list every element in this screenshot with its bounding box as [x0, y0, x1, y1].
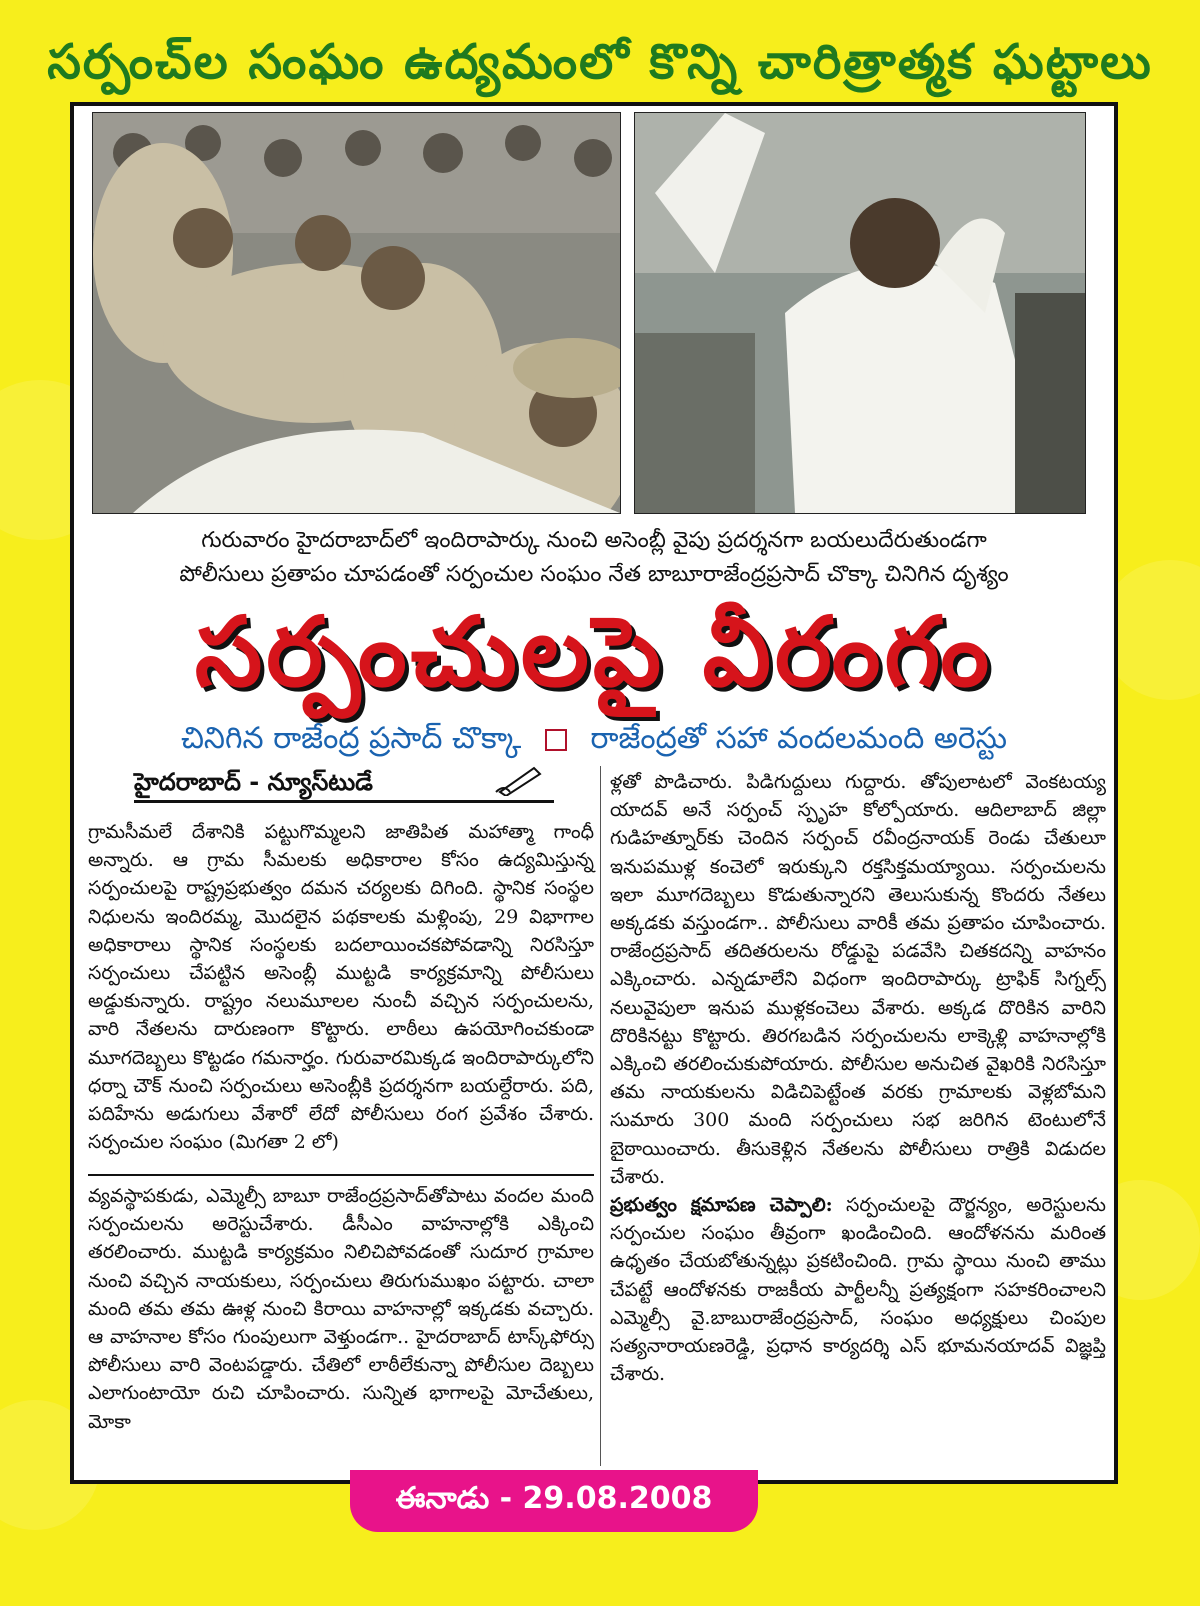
newspaper-clipping	[70, 102, 1118, 1484]
page-title: సర్పంచ్‌ల సంఘం ఉద్యమంలో కొన్ని చారిత్రాత్మక ఘట్టాలు	[47, 34, 1153, 90]
article-text: సర్పంచులపై దౌర్జన్యం, అరెస్టులను సర్పంచుల సంఘం తీవ్రంగా ఖండించింది. ఆందోళనను మరింత ఉధృతం చేయబోతున్నట్లు ప్రకటించింది. గ్రామ స్థాయి నుంచి తాము చేపట్టే ఆందోళనకు రాజకీయ పార్టీలన్నీ ప్రత్యక్షంగా సహకరించాలని ఎమ్మెల్సీ వై.బాబురాజేంద్రప్రసాద్, సంఘం అధ్యక్షులు చింపుల సత్యనారాయణరెడ్డి, ప్రధాన కార్యదర్శి ఎస్ భూమనయాదవ్ విజ్ఞప్తి చేశారు.	[610, 1194, 1107, 1386]
subheadline	[74, 721, 1114, 763]
article-column-left-top	[88, 818, 594, 1156]
photo-caption	[94, 524, 1094, 592]
column-separator	[88, 1174, 594, 1176]
caption-line: పోలీసులు ప్రతాపం చూపడంతో సర్పంచుల సంఘం నేత బాబూరాజేంద్రప్రసాద్ చొక్కా చినిగిన దృశ్యం	[179, 562, 1009, 587]
dateline-rule	[134, 800, 554, 803]
article-paragraph	[610, 1191, 1106, 1388]
article-paragraph: గ్రామసీమలే దేశానికి పట్టుగొమ్మలని జాతిపిత మహాత్మా గాంధీ అన్నారు. ఆ గ్రామ సీమలకు అధికారాల కోసం ఉద్యమిస్తున్న సర్పంచులపై రాష్ట్రప్రభుత్వం దమన చర్యలకు దిగింది. స్థానిక సంస్థల నిధులను ఇందిరమ్మ, మొదలైన పథకాలకు మళ్లింపు, 29 విభాగాల అధికారాలు స్థానిక సంస్థలకు బదలాయించకపోవడాన్ని నిరసిస్తూ సర్పంచులు చేపట్టిన అసెంబ్లీ ముట్టడి కార్యక్రమాన్ని పోలీసులు అడ్డుకున్నారు. రాష్ట్రం నలుమూలల నుంచీ వచ్చిన సర్పంచులను, వారి నేతలను దారుణంగా కొట్టారు. లాఠీలు ఉపయోగించకుండా మూగదెబ్బలు కొట్టడం గమనార్హం. గురువారమిక్కడ ఇందిరాపార్కులోని ధర్నా చౌక్ నుంచి సర్పంచులు అసెంబ్లీకి ప్రదర్శనగా బయల్దేరారు. పది, పదిహేను అడుగులు వేశారో లేదో పోలీసులు రంగ ప్రవేశం చేశారు. సర్పంచుల సంఘం (మిగతా 2 లో)	[88, 821, 594, 1154]
subheading-label: ప్రభుత్వం క్షమాపణ చెప్పాలి:	[610, 1194, 833, 1217]
dateline: హైదరాబాద్ - న్యూస్‌టుడే	[134, 768, 373, 796]
bullet-box-icon	[545, 729, 567, 751]
column-divider	[600, 766, 601, 1466]
article-paragraph: వ్యవస్థాపకుడు, ఎమ్మెల్సీ బాబూ రాజేంద్రప్రసాద్‌తోపాటు వందల మంది సర్పంచులను అరెస్టుచేశారు. డీసీఎం వాహనాల్లోకి ఎక్కించి తరలించారు. ముట్టడి కార్యక్రమం నిలిచిపోవడంతో సుదూర గ్రామాల నుంచి వచ్చిన నాయకులు, సర్పంచులు తిరుగుముఖం పట్టారు. చాలా మంది తమ తమ ఊళ్ల నుంచి కిరాయి వాహనాల్లో ఇక్కడకు వచ్చారు. ఆ వాహనాల కోసం గుంపులుగా వెళ్తుండగా.. హైదరాబాద్ టాస్క్‌ఫోర్సు పోలీసులు వారి వెంటపడ్డారు. చేతిలో లాఠీలేకున్నా పోలీసుల దెబ్బలు ఎలాగుంటాయో రుచి చూపించారు. సున్నిత భాగాలపై మోచేతులు, మోకా	[88, 1185, 594, 1433]
pen-icon	[494, 762, 544, 796]
headline: సర్పంచులపై వీరంగం	[194, 596, 994, 708]
subheadline-part: చినిగిన రాజేంద్ర ప్రసాద్ చొక్కా	[180, 721, 522, 756]
news-photo-right	[634, 112, 1086, 514]
article-column-right	[610, 768, 1106, 1388]
caption-line: గురువారం హైదరాబాద్‌లో ఇందిరాపార్కు నుంచి అసెంబ్లీ వైపు ప్రదర్శనగా బయలుదేరుతుండగా	[201, 528, 987, 553]
news-photo-left	[92, 112, 621, 514]
article-column-left-bottom	[88, 1182, 594, 1436]
source-badge: ఈనాడు - 29.08.2008	[350, 1470, 758, 1532]
article-paragraph: ళ్లతో పొడిచారు. పిడిగుద్దులు గుద్దారు. తోపులాటలో వెంకటయ్య యాదవ్ అనే సర్పంచ్ స్పృహ కోల్పోయారు. ఆదిలాబాద్ జిల్లా గుడిహత్నూర్‌కు చెందిన సర్పంచ్ రవీంద్రనాయక్ రెండు చేతులూ ఇనుపముళ్ల కంచెలో ఇరుక్కుని రక్తసిక్తమయ్యాయి. సర్పంచులను ఇలా మూగదెబ్బలు కొడుతున్నారని తెలుసుకున్న కొందరు నేతలు అక్కడకు వస్తుండగా.. పోలీసులు వారికీ తమ ప్రతాపం చూపించారు. రాజేంద్రప్రసాద్ తదితరులను రోడ్డుపై పడవేసి చితకదన్ని వాహనం ఎక్కించారు. ఎన్నడూలేని విధంగా ఇందిరాపార్కు ట్రాఫిక్ సిగ్నల్స్ నలువైపులా ఇనుప ముళ్లకంచెలు వేశారు. అక్కడ దొరికిన వారిని దొరికినట్టు కొట్టారు. తిరగబడిన సర్పంచులను లాక్కెళ్లి వాహనాల్లోకి ఎక్కించి తరలించుకుపోయారు. పోలీసుల అనుచిత వైఖరికి నిరసిస్తూ తమ నాయకులను విడిచిపెట్టేంత వరకు గ్రామాలకు వెళ్లబోమని సుమారు 300 మంది సర్పంచులు సభ జరిగిన టెంటులోనే బైఠాయించారు. తీసుకెళ్లిన నేతలను పోలీసులు రాత్రికి విడుదల చేశారు.	[610, 771, 1106, 1188]
subheadline-part: రాజేంద్రతో సహా వందలమంది అరెస్టు	[590, 721, 1008, 756]
